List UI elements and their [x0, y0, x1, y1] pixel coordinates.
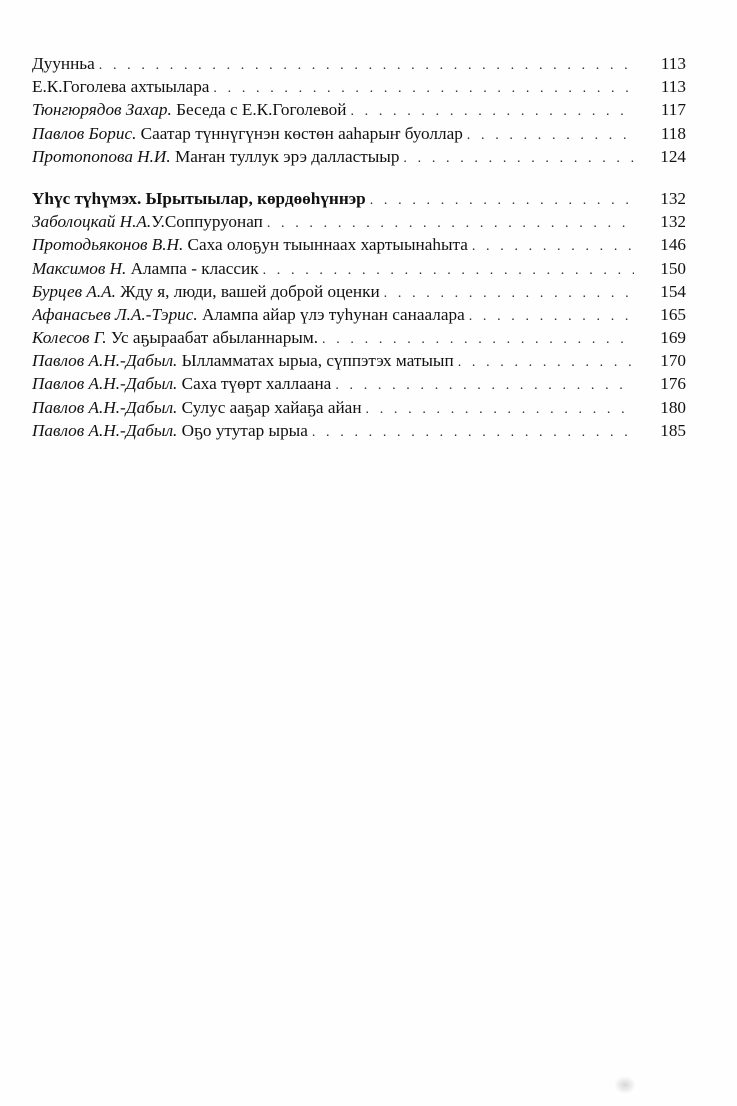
- toc-entry-text: [32, 52, 644, 77]
- toc-entry: [32, 349, 686, 372]
- table-of-contents: [32, 52, 686, 442]
- toc-page-number: 124: [660, 146, 686, 166]
- toc-entry-title: [32, 145, 399, 168]
- dot-leader: [322, 328, 634, 351]
- toc-entry-title-text: Жду я, люди, вашей доброй оценки: [115, 281, 380, 301]
- toc-entry-title: [32, 396, 362, 419]
- toc-entry-author: Протопопова Н.И.: [32, 146, 171, 166]
- toc-entry: [32, 98, 686, 121]
- toc-entry-author: Протодьяконов В.Н.: [32, 235, 184, 255]
- dot-leader: [312, 421, 634, 444]
- toc-page-number: 113: [660, 77, 686, 97]
- toc-entry-author: Бурцев А.А.: [32, 281, 116, 301]
- toc-entry-title: [32, 372, 331, 395]
- toc-entry-author: Максимов Н.: [32, 258, 127, 278]
- toc-entry-text: [32, 372, 644, 397]
- toc-page-number: 146: [660, 235, 686, 255]
- toc-entry-title: [32, 419, 308, 442]
- toc-entry-text: [32, 233, 644, 258]
- toc-entry-text: [32, 145, 644, 170]
- toc-entry-title: [32, 303, 465, 326]
- toc-entry: [32, 75, 686, 98]
- dot-leader: [350, 100, 634, 123]
- toc-entry-title-text: Ылламматах ырыа, сүппэтэх матыып: [177, 351, 454, 371]
- dot-leader: [366, 398, 634, 421]
- toc-entry: [32, 145, 686, 168]
- toc-entry-text: [32, 75, 644, 100]
- toc-entry-title: [32, 233, 468, 256]
- toc-entry: [32, 280, 686, 303]
- toc-entry-text: [32, 257, 644, 282]
- toc-section-heading: [32, 187, 686, 210]
- dot-leader: [263, 259, 634, 282]
- toc-entry-title: [32, 280, 380, 303]
- toc-entry-text: [32, 122, 644, 147]
- toc-entry-title: [32, 122, 463, 145]
- toc-entry-text: [32, 98, 644, 123]
- toc-page-number: 150: [660, 258, 686, 278]
- toc-entry-author: Павлов А.Н.-Дабыл.: [32, 374, 178, 394]
- toc-entry-author: Колесов Г.: [32, 328, 107, 348]
- toc-entry-title-text: У.Соппуруонап: [151, 212, 263, 232]
- toc-entry: [32, 372, 686, 395]
- toc-page-number: 176: [660, 374, 686, 394]
- dot-leader: [99, 54, 634, 77]
- toc-entry-author: Заболоцкай Н.А.: [32, 212, 152, 232]
- toc-entry: [32, 52, 686, 75]
- toc-entry-title: [32, 52, 95, 75]
- toc-entry-title-text: Оҕо утутар ырыа: [177, 420, 308, 440]
- dot-leader: [267, 212, 634, 235]
- dot-leader: [370, 189, 634, 212]
- dot-leader: [469, 305, 634, 328]
- toc-page-number: 169: [660, 328, 686, 348]
- toc-entry-text: [32, 419, 644, 444]
- dot-leader: [467, 124, 634, 147]
- toc-page-number: 165: [660, 304, 686, 324]
- toc-page-number: 154: [660, 281, 686, 301]
- toc-entry-text: [32, 396, 644, 421]
- toc-entry-title-text: Беседа с Е.К.Гоголевой: [171, 100, 347, 120]
- toc-entry-title-text: Алампа - классик: [126, 258, 259, 278]
- toc-entry-author: Павлов А.Н.-Дабыл.: [32, 397, 178, 417]
- toc-entry-title-text: Маҥан туллук эрэ далластыыр: [170, 146, 400, 166]
- toc-entry: [32, 303, 686, 326]
- toc-entry-title: [32, 326, 318, 349]
- toc-entry-title-text: Саха түөрт халлаана: [177, 374, 332, 394]
- toc-entry-author: Павлов А.Н.-Дабыл.: [32, 351, 178, 371]
- toc-entry-title-text: Алампа айар үлэ туһунан санаалара: [197, 304, 465, 324]
- toc-entry-title-text: Саха олоҕун тыыннаах хартыынаһыта: [183, 235, 468, 255]
- toc-entry-author: Павлов Борис.: [32, 123, 137, 143]
- toc-entry-title-text: Сулус ааҕар хайаҕа айан: [177, 397, 362, 417]
- toc-entry: [32, 257, 686, 280]
- toc-entry: [32, 122, 686, 145]
- toc-entry-text: [32, 187, 644, 212]
- toc-entry-title-text: Ус аҕыраабат абыланнарым.: [106, 328, 319, 348]
- toc-entry-title: [32, 349, 454, 372]
- toc-entry-text: [32, 280, 644, 305]
- dot-leader: [403, 147, 634, 170]
- toc-entry-text: [32, 349, 644, 374]
- toc-page-number: 117: [660, 100, 686, 120]
- toc-page-number: 132: [660, 212, 686, 232]
- toc-entry-text: [32, 303, 644, 328]
- toc-page-number: 118: [660, 123, 686, 143]
- toc-entry: [32, 396, 686, 419]
- toc-entry-title: [32, 257, 259, 280]
- toc-page-number: 180: [660, 397, 686, 417]
- toc-entry-author: Павлов А.Н.-Дабыл.: [32, 420, 178, 440]
- dot-leader: [458, 351, 634, 374]
- toc-entry-text: [32, 326, 644, 351]
- toc-entry: [32, 233, 686, 256]
- toc-page-number: 113: [660, 54, 686, 73]
- toc-entry-text: [32, 210, 644, 235]
- toc-entry-author: Афанасьев Л.А.-Тэрис.: [32, 304, 198, 324]
- toc-page-number: 170: [660, 351, 686, 371]
- dot-leader: [213, 77, 634, 100]
- toc-page-number: 185: [660, 420, 686, 440]
- dot-leader: [384, 282, 634, 305]
- section-heading-title: Үһүс түһүмэх. Ырытыылар, көрдөөһүннэр: [32, 188, 366, 208]
- paper-smudge: [614, 1076, 636, 1094]
- toc-entry-title: [32, 98, 346, 121]
- toc-entry: [32, 326, 686, 349]
- toc-entry-title-text: Саатар түннүгүнэн көстөн ааһарыҥ буоллар: [136, 123, 463, 143]
- section-spacer: [32, 168, 686, 187]
- toc-entry-title-text: Е.К.Гоголева ахтыылара: [32, 77, 210, 97]
- toc-entry-author: Тюнгюрядов Захар.: [32, 100, 172, 120]
- toc-page-number: 132: [660, 188, 686, 208]
- toc-entry: [32, 210, 686, 233]
- toc-entry-title-text: Дуунньа: [32, 54, 95, 73]
- dot-leader: [472, 235, 634, 258]
- dot-leader: [335, 374, 634, 397]
- toc-entry: [32, 419, 686, 442]
- toc-entry-title: [32, 210, 263, 233]
- toc-entry-title: [32, 75, 209, 98]
